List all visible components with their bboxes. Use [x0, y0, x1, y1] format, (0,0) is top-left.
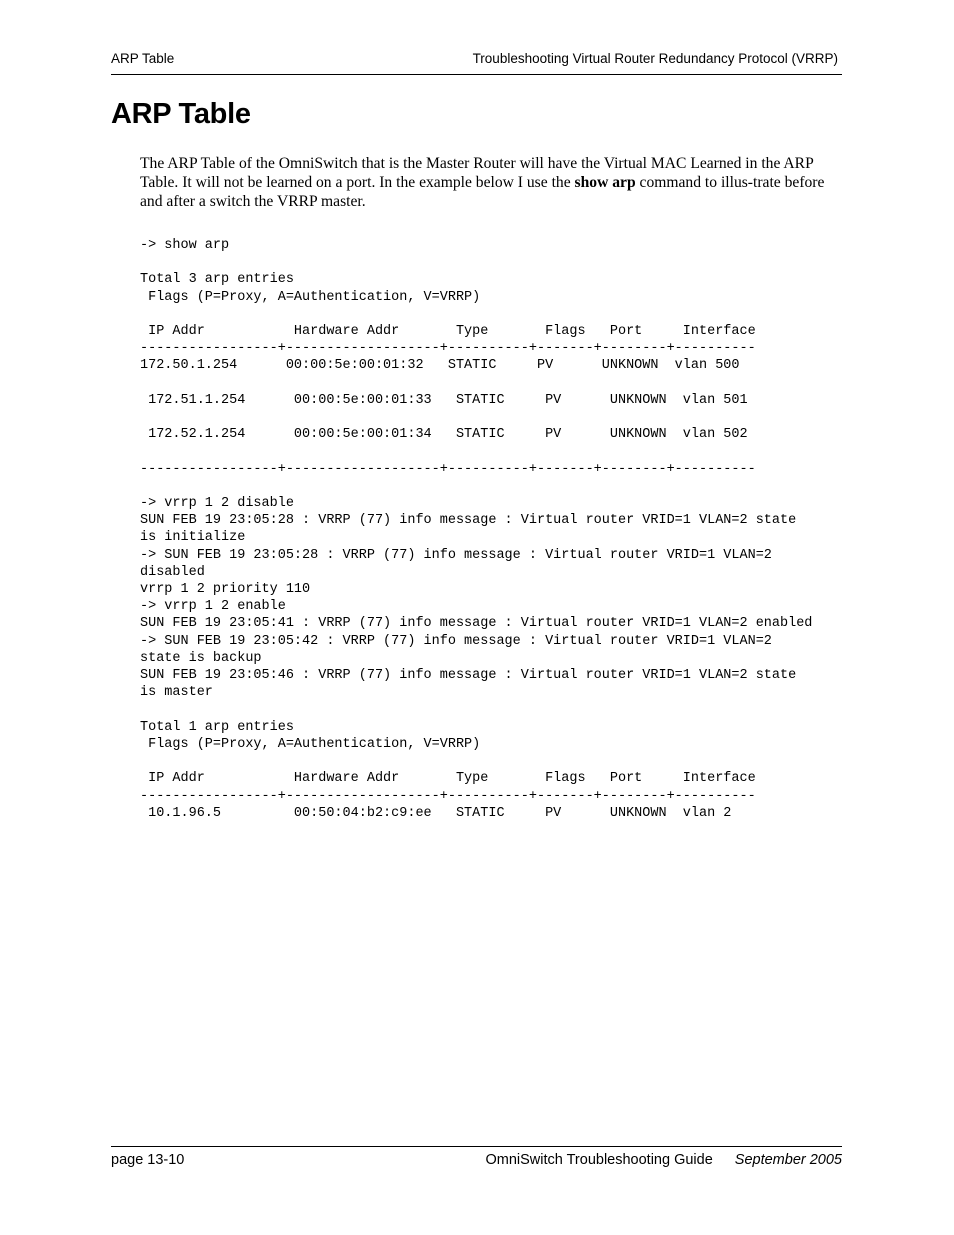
code-line: vrrp 1 2 priority 110 [140, 582, 311, 598]
intro-command: show arp [574, 174, 636, 191]
code-line: 172.52.1.254 00:00:5e:00:01:34 STATIC PV UNKNOWN vlan 502 [140, 427, 748, 443]
code-line: 172.50.1.254 00:00:5e:00:01:32 STATIC PV UNKNOWN vlan 500 [140, 358, 740, 374]
code-line: Total 3 arp entries [140, 272, 294, 288]
page-title: ARP Table [111, 98, 251, 130]
intro-paragraph [140, 154, 830, 211]
page-footer [111, 1146, 842, 1168]
code-line: 172.51.1.254 00:00:5e:00:01:33 STATIC PV UNKNOWN vlan 501 [140, 392, 748, 408]
header-chapter-title: Troubleshooting Virtual Router Redundancy Protocol (VRRP) [472, 51, 838, 66]
code-line: IP Addr Hardware Addr Type Flags Port Interface [140, 771, 756, 787]
code-line: SUN FEB 19 23:05:28 : VRRP (77) info message : Virtual router VRID=1 VLAN=2 state [140, 513, 797, 529]
code-line: -----------------+-------------------+----------+-------+--------+---------- [140, 341, 756, 357]
code-line: -> show arp [140, 238, 230, 253]
publication-date: September 2005 [734, 1152, 842, 1168]
code-line: -----------------+-------------------+----------+-------+--------+---------- [140, 788, 756, 804]
page-number: page 13-10 [111, 1152, 185, 1168]
code-line: SUN FEB 19 23:05:41 : VRRP (77) info message : Virtual router VRID=1 VLAN=2 enabled [140, 616, 813, 632]
footer-right [485, 1152, 842, 1168]
intro-text-before: The ARP Table of the OmniSwitch that is the Master Router will have the Virtual MAC Learned in the ARP Table. It will not be learned on a port. In the example below I use the [140, 155, 814, 191]
code-line: -----------------+-------------------+----------+-------+--------+---------- [140, 461, 756, 477]
code-line: Flags (P=Proxy, A=Authentication, V=VRRP) [140, 289, 481, 305]
code-line: is initialize [140, 530, 246, 546]
code-line: state is backup [140, 650, 262, 666]
code-line: -> SUN FEB 19 23:05:28 : VRRP (77) info message : Virtual router VRID=1 VLAN=2 [140, 547, 772, 563]
code-line: SUN FEB 19 23:05:46 : VRRP (77) info message : Virtual router VRID=1 VLAN=2 state [140, 668, 797, 684]
code-line: -> vrrp 1 2 disable [140, 496, 294, 512]
code-line: is master [140, 685, 213, 701]
code-line: -> SUN FEB 19 23:05:42 : VRRP (77) info message : Virtual router VRID=1 VLAN=2 [140, 633, 772, 649]
code-line: disabled [140, 564, 205, 580]
intro-text-after: command to illus-trate before and after a switch the VRRP master. [140, 174, 825, 210]
guide-title: OmniSwitch Troubleshooting Guide [485, 1152, 713, 1168]
code-line: Total 1 arp entries [140, 719, 294, 735]
code-line: 10.1.96.5 00:50:04:b2:c9:ee STATIC PV UNKNOWN vlan 2 [140, 805, 732, 821]
cli-output-block [140, 237, 812, 822]
header-section-title: ARP Table [111, 51, 175, 66]
code-line: Flags (P=Proxy, A=Authentication, V=VRRP) [140, 736, 481, 752]
code-line: -> vrrp 1 2 enable [140, 599, 286, 615]
code-line: IP Addr Hardware Addr Type Flags Port Interface [140, 324, 756, 340]
page-header [111, 50, 842, 75]
